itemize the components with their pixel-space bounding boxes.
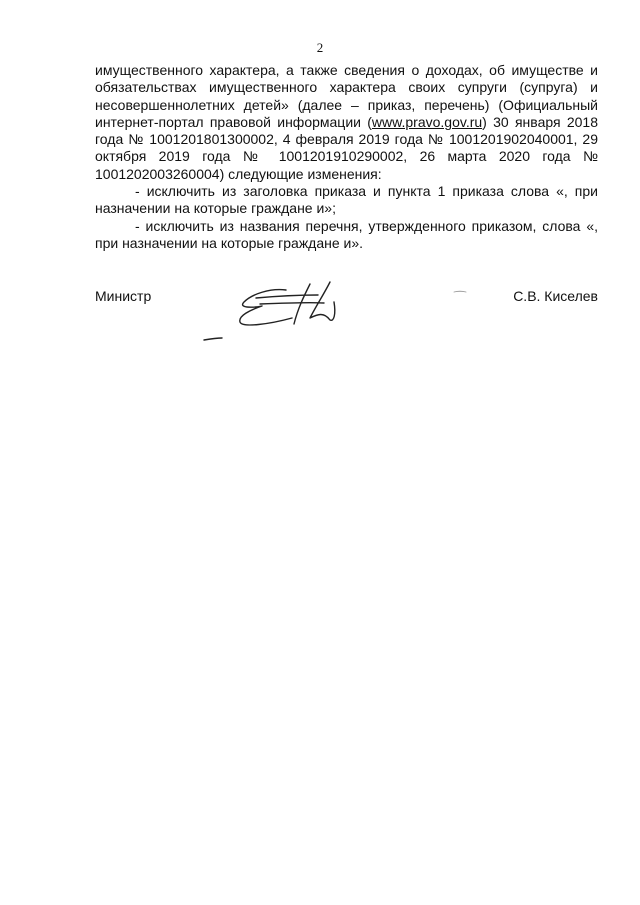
handwritten-signature-image xyxy=(200,262,470,352)
paragraph-change-2: - исключить из названия перечня, утвержденного приказом, слова «, при назначении на которые граждане и». xyxy=(95,217,598,251)
paragraph-intro-text: имущественного характера, а также сведения о доходах, об имуществе и обязательствах имущественного характера своих супруги (супруга) и несовершеннолетних детей» (далее – приказ, перечень) (Официальный интернет-портал правовой информации ( xyxy=(95,62,598,130)
page-number: 2 xyxy=(316,40,324,55)
paragraph-intro-tail: ) 30 января 2018 года № 1001201801300002, 4 февраля 2019 года № 1001201902040001, 29 октября 2019 года № 1001201910290002, 26 марта 2020 года № 1001202003260004) следующие изменения: xyxy=(95,113,598,182)
paragraph-intro xyxy=(95,62,598,183)
pravo-gov-link[interactable]: www.pravo.gov.ru xyxy=(371,113,483,130)
document-body xyxy=(95,62,598,252)
paragraph-change-1: - исключить из заголовка приказа и пункта 1 приказа слова «, при назначении на которые граждане и»; xyxy=(95,183,598,217)
signer-title: Министр xyxy=(95,288,152,304)
signer-name: С.В. Киселев xyxy=(513,288,598,304)
